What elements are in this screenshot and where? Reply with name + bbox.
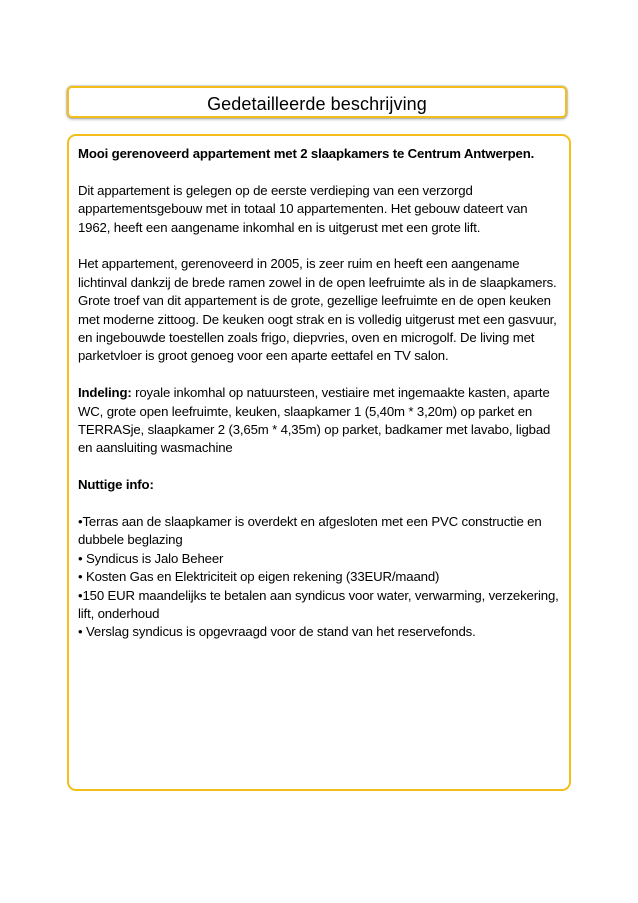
headline: Mooi gerenoveerd appartement met 2 slaapkamers te Centrum Antwerpen. (78, 146, 535, 161)
info-item: • Syndicus is Jalo Beheer (78, 550, 224, 566)
info-list (78, 513, 562, 642)
indeling-label: Indeling: (78, 385, 132, 401)
indeling-text: royale inkomhal op natuursteen, vestiaire met ingemaakte kasten, aparte WC, grote open leefruimte, keuken, slaapkamer 1 (5,40m * 3,20m) op parket en TERRASje, slaapkamer 2 (3,65m * 4,35m) op parket, badkamer met lavabo, ligbad en aansluiting wasmachine (78, 385, 551, 456)
section-title-box (67, 86, 567, 118)
paragraph-building: Dit appartement is gelegen op de eerste verdieping van een verzorgd appartementsgebouw met in totaal 10 appartementen. Het gebouw dateert van 1962, heeft een aangename inkomhal en is uitgerust met een grote lift. (78, 182, 528, 235)
info-heading: Nuttige info: (78, 477, 154, 493)
info-item: •150 EUR maandelijks te betalen aan syndicus voor water, verwarming, verzekering, lift, onderhoud (78, 587, 559, 622)
info-item: • Verslag syndicus is opgevraagd voor de stand van het reservefonds. (78, 624, 476, 640)
info-item: • Kosten Gas en Elektriciteit op eigen rekening (33EUR/maand) (78, 569, 440, 585)
description-content (78, 145, 562, 642)
paragraph-apartment: Het appartement, gerenoveerd in 2005, is zeer ruim en heeft een aangename lichtinval dankzij de brede ramen zowel in de open leefruimte als in de slaapkamers. Grote troef van dit appartement is de grote, gezellige leefruimte en de open keuken met moderne zittoog. De keuken oogt strak en is volledig uitgerust met een gasvuur, en ingebouwde toestellen zoals frigo, diepvries, oven en microgolf. De living met parketvloer is groot genoeg voor een aparte eettafel en TV salon. (78, 256, 557, 364)
section-title: Gedetailleerde beschrijving (207, 94, 427, 114)
info-item: •Terras aan de slaapkamer is overdekt en afgesloten met een PVC constructie en dubbele beglazing (78, 514, 542, 548)
description-box (67, 134, 571, 791)
indeling-paragraph (78, 384, 562, 458)
